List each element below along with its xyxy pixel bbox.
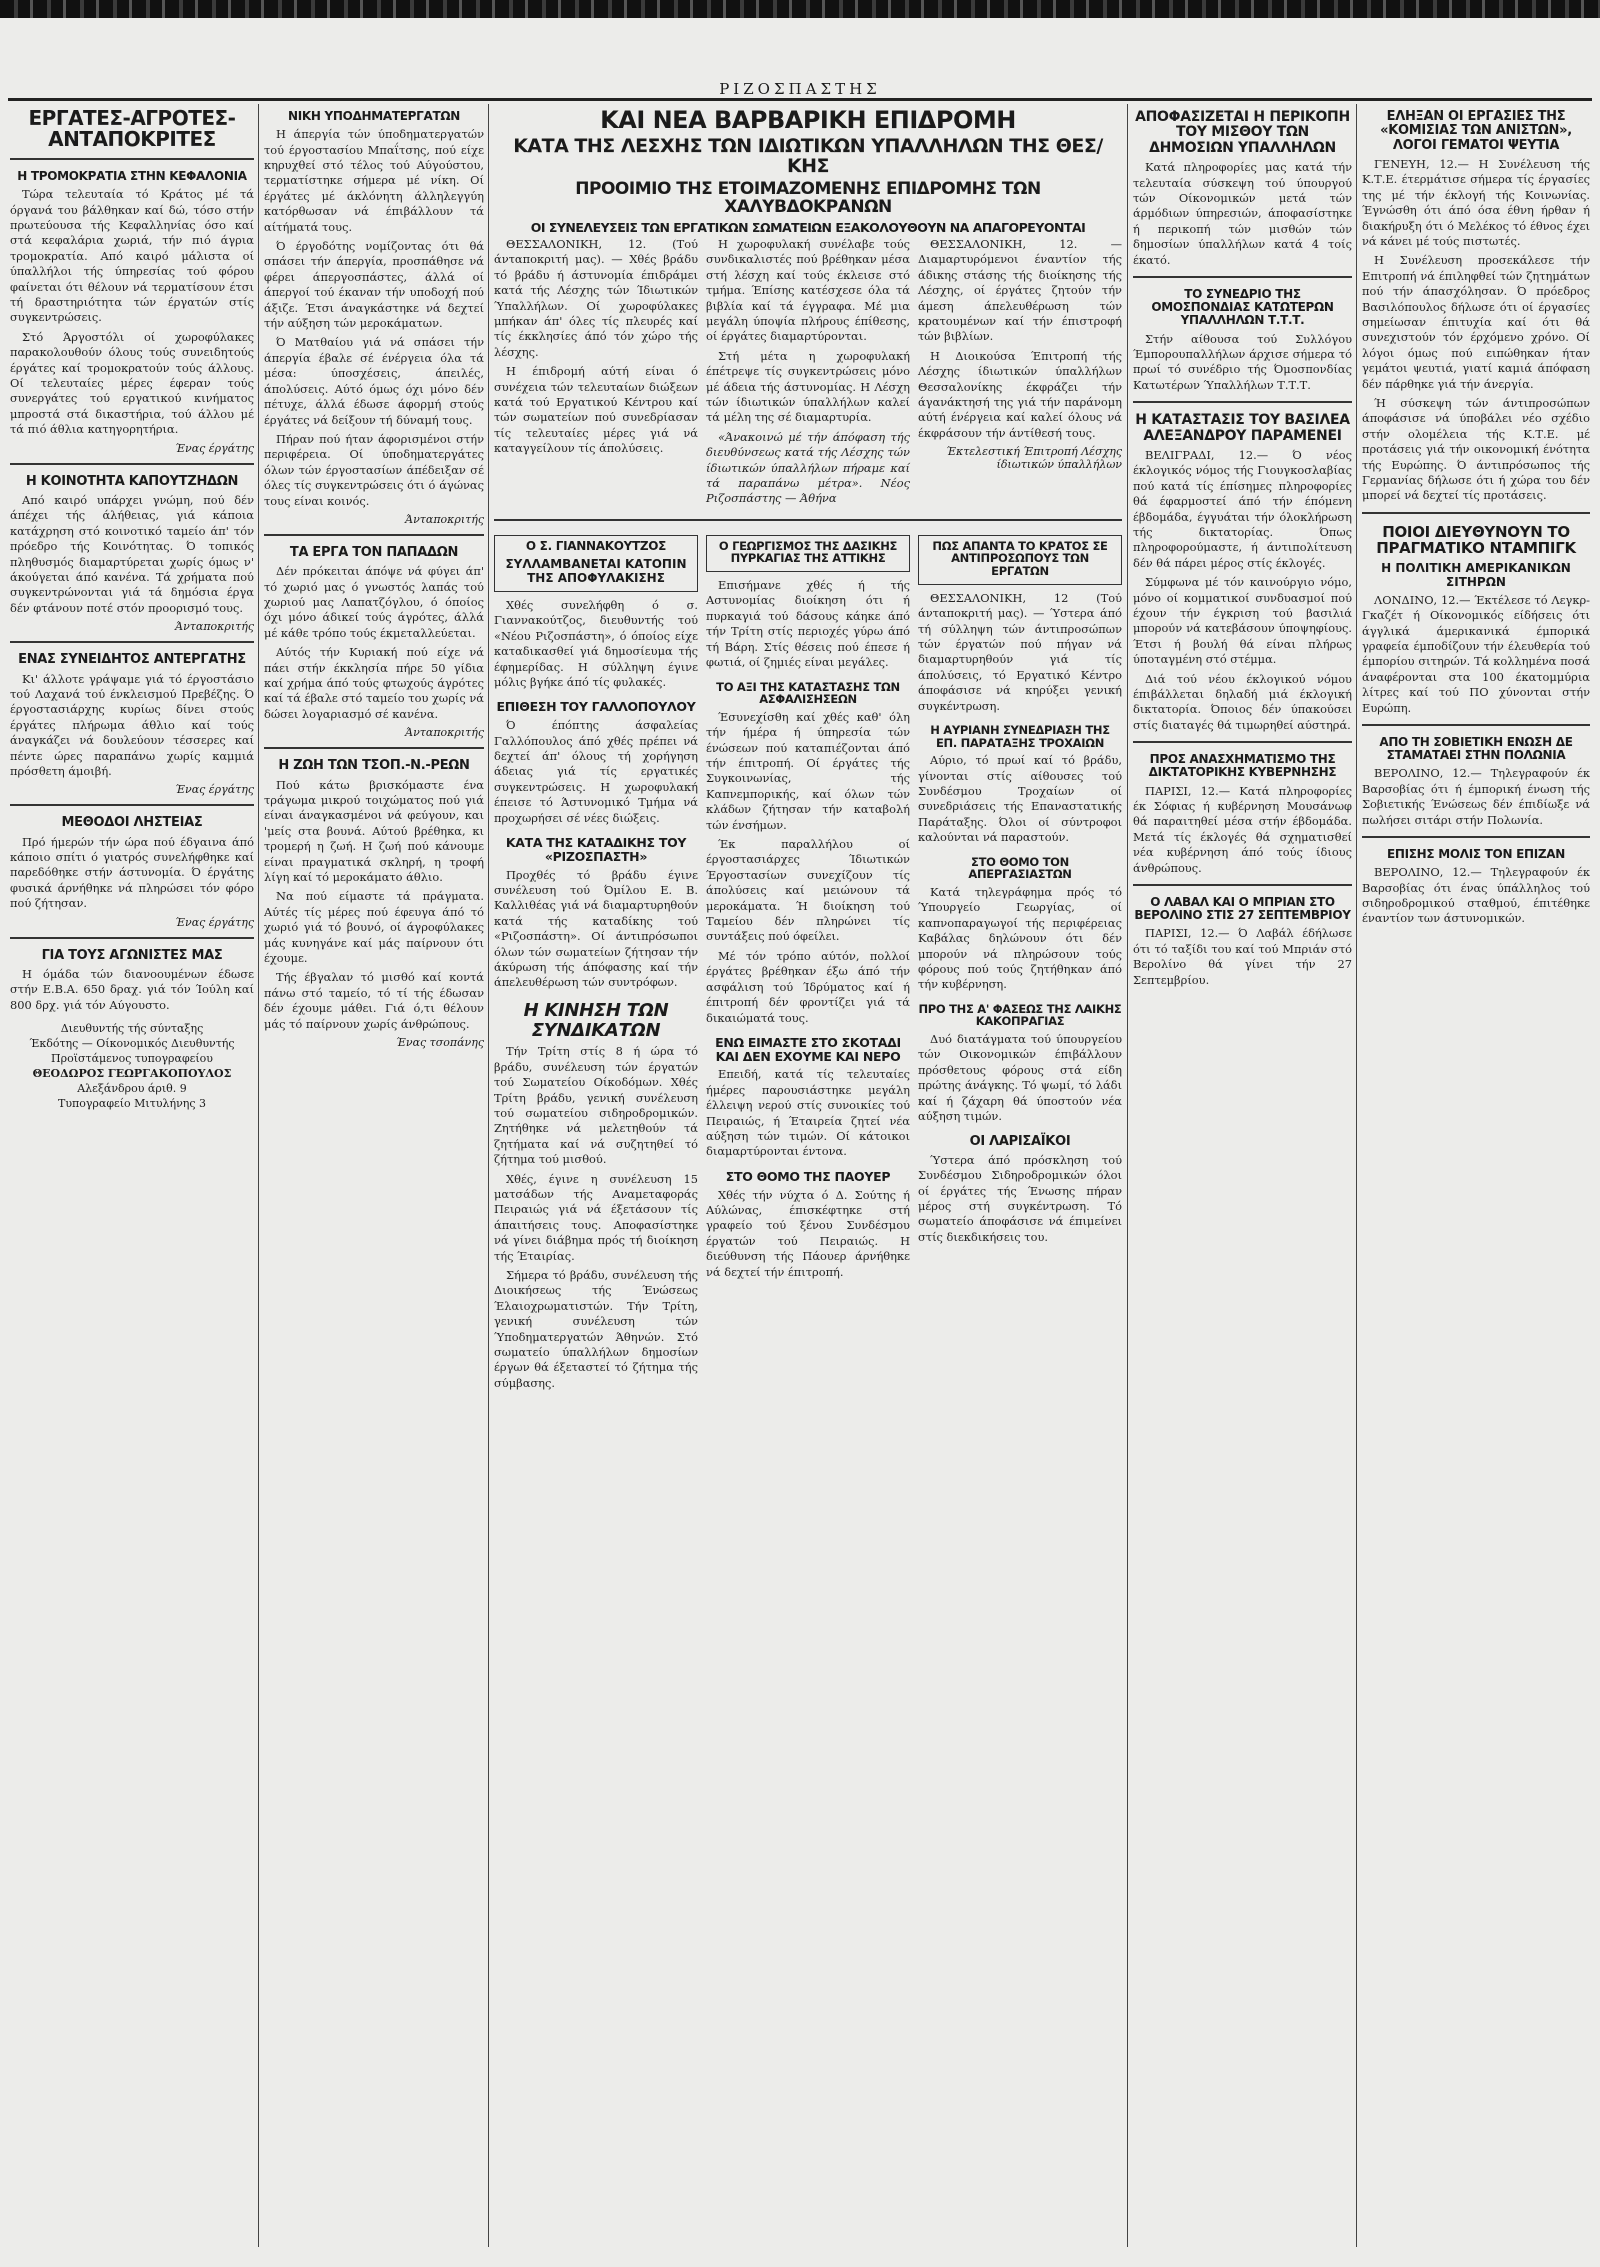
article-signature: Ένας τσοπάνης	[396, 1036, 484, 1050]
section-banner: ΕΡΓΑΤΕΣ-ΑΓΡΟΤΕΣ-ΑΝΤΑΠΟΚΡΙΤΕΣ	[28, 106, 236, 151]
article-text: Ό Ματθαίου γιά νά σπάσει τήν άπεργία έβαλε σέ ένέργεια όλα τά μέσα: ύποσχέσεις, άπειλές, άπολύσεις. Αύτό όμως όχι μόνο δέν πέτυχε, άλλά έδωσε άφορμή στούς έργάτες νά δείξουν τή δύναμή τους.	[264, 335, 484, 427]
article-title: ΓΙΑ ΤΟΥΣ ΑΓΩΝΙΣΤΕΣ ΜΑΣ	[41, 947, 223, 963]
article-text: Κατά πληροφορίες μας κατά τήν τελευταία σύσκεψη τού ύπουργού τών Οίκονομικών μετά τών άρμόδιων ύπηρεσιών, άποφασίστηκε ή περικοπή τών μισθών τών δημοσίων ύπαλλήλων κατά 4 τοίς έκατό.	[1133, 160, 1352, 267]
center-lower-col	[494, 529, 698, 1396]
article-text: Χθές συνελήφθη ό σ. Γιαννακούτζος, διευθυντής τού «Νέου Ριζοσπάστη», ό όποίος είχε καταδικασθεί γιά δημοσίευμα τής έφημερίδας. Η σύλληψη έγινε μόλις βγήκε άπό τίς φυλακές.	[494, 597, 698, 689]
article-text: Δέν πρόκειται άπόψε νά φύγει άπ' τό χωριό μας ό γνωστός λαπάς τού χωριού μας Λαπατζόγλου, ό όποίος όχι μόνο άδικεί τούς άγρότες, άλλά μέ κάθε τρόπο τούς έκμεταλλεύεται.	[264, 564, 484, 640]
imprint-line: Προϊστάμενος τυπογραφείου	[51, 1052, 213, 1066]
top-rule	[8, 98, 1592, 101]
article-text: Μέ τόν τρόπο αύτόν, πολλοί έργάτες βρέθηκαν έξω άπό τήν ασφάλιση τού Ίδρύματος καί ή έπιτροπή δέν φροντίζει γιά τά δικαιώματά τους.	[706, 948, 910, 1025]
column-5	[1133, 104, 1352, 2247]
imprint-publisher: ΘΕΟΔΩΡΟΣ ΓΕΩΡΓΑΚΟΠΟΥΛΟΣ	[32, 1067, 232, 1081]
article-title: ΕΝΑΣ ΣΥΝΕΙΔΗΤΟΣ ΑΝΤΕΡΓΑΤΗΣ	[18, 652, 246, 668]
article-title: ΑΠΟ ΤΗ ΣΟΒΙΕΤΙΚΗ ΕΝΩΣΗ ΔΕ ΣΤΑΜΑΤΑΕΙ ΣΤΗΝ ΠΟΛΩΝΙΑ	[1379, 735, 1573, 763]
imprint-line: Αλεξάνδρου άριθ. 9	[77, 1082, 187, 1096]
article-text: Έσυνεχίσθη καί χθές καθ' όλη τήν ήμέρα ή ύπηρεσία τών ένώσεων πού καταπιέζονται άπό τήν έπιτροπή. Οί έργάτες τής Συγκοινωνίας, τής Καπνεμπορικής, καί όλων τών κλάδων ζήτησαν τήν καταβολή τών ένσήμων.	[706, 709, 910, 832]
article-text: Σύμφωνα μέ τόν καινούργιο νόμο, μόνο οί κομματικοί συνδυασμοί πού έχουν τήν έγκριση τού βασιλιά μπορούν νά κατεβάσουν ύποψηφίους. Έτσι ή βουλή θά είναι πλήρως ύποταγμένη στό στέμμα.	[1133, 575, 1352, 667]
article-title: ΠΡΟ ΤΗΣ Α' ΦΑΣΕΩΣ ΤΗΣ ΛΑΙΚΗΣ ΚΑΚΟΠΡΑΓΙΑΣ	[918, 1001, 1122, 1029]
article-title: ΠΟΙΟΙ ΔΙΕΥΘΥΝΟΥΝ ΤΟ ΠΡΑΓΜΑΤΙΚΟ ΝΤΑΜΠΙΓΚ	[1376, 522, 1576, 558]
article-signature: Έκτελεστική Έπιτροπή Λέσχης ίδιωτικών ύπαλλήλων	[946, 445, 1122, 472]
article-title: Η ΚΑΤΑΣΤΑΣΙΣ ΤΟΥ ΒΑΣΙΛΕΑ ΑΛΕΞΑΝΔΡΟΥ ΠΑΡΑΜΕΝΕΙ	[1135, 412, 1350, 444]
article-title: Ο Σ. ΓΙΑΝΝΑΚΟΥΤΖΟΣ	[525, 538, 667, 553]
divider	[264, 747, 484, 749]
divider	[1362, 512, 1590, 514]
divider	[1133, 741, 1352, 743]
article-signature: Άνταποκριτής	[175, 620, 254, 634]
article-text: Η χωροφυλακή συνέλαβε τούς συνδικαλιστές πού βρέθηκαν μέσα στή λέσχη καί τούς έκλεισε στό τμήμα. Έπίσης κατέσχεσε όλα τά βιβλία καί τά έγγραφα. Μέ μια μεγάλη ύποψία πλήρους έπίθεσης, οί έργάτες διαμαρτύρονται.	[706, 236, 910, 344]
article-text: Στή μέτα η χωροφυλακή έπέτρεψε τίς συγκεντρώσεις μόνο μέ άδεια τής άστυνομίας. Η Λέσχη τών ίδιωτικών ύπαλλήλων καλεί τά μέλη της σέ διαμαρτυρία.	[706, 348, 910, 425]
column-divider	[488, 104, 489, 2247]
imprint-line: Έκδότης — Οίκονομικός Διευθυντής	[29, 1037, 235, 1051]
article-title: ΣΤΟ ΘΟΜΟ ΤΟΝ ΑΠΕΡΓΑΣΙΑΣΤΩΝ	[968, 854, 1072, 882]
divider	[10, 158, 254, 160]
divider	[1362, 836, 1590, 838]
article-text: Χθές τήν νύχτα ό Δ. Σούτης ή Αύλώνας, έπισκέφτηκε στή γραφείο τού ξένου Συνδέσμου έργατών τού Πειραιώς. Η διεύθυνση τής Πάουερ άρνήθηκε νά δεχτεί τήν έπιτροπή.	[706, 1187, 910, 1279]
article-text: Κι' άλλοτε γράψαμε γιά τό έργοστάσιο τού Λαχανά τού ένκλεισμού Πρεβέζης. Ό έργοστασιάρχης κυρίως δίνει στούς έργάτες πλήρωμα άθλιο καί τούς άναγκάζει νά δουλεύουν τέσσερες καί πέντε ώρες παραπάνω χωρίς καμμιά πρόσθετη άμοιβή.	[10, 671, 254, 778]
column-divider	[258, 104, 259, 2247]
article-title: Η ΚΙΝΗΣΗ ΤΩΝ ΣΥΝΔΙΚΑΤΩΝ	[523, 999, 669, 1041]
article-signature: Ένας έργάτης	[175, 783, 254, 797]
article-text: ΛΟΝΔΙΝΟ, 12.— Έκτέλεσε τό Λεγκρ-Γκαζέτ ή Οίκονομικός είδήσεις ότι άγγλικά άμερικανικά έμπορικά γραφεία έμποδίζουν τήν έλευθερία τού έμπορίου σιτηρών. Τά κολλημένα ποσά άναφέρονται στα 100 έκατομμύρια λίτρες καί τού ΠΟ χύνονται στήν Ευρώπη.	[1362, 592, 1590, 715]
divider	[264, 534, 484, 536]
article-text: Από καιρό υπάρχει γνώμη, πού δέν άπέχει τής άλήθειας, γιά κάποια κατάχρηση στό κοινοτικό ταμείο άπ' τόν πρόεδρο τής Κοινότητας. Ό τοπικός πληθυσμός διαμαρτύρεται χωρίς όμως ν' άκούγεται άπό κανένα. Τά χρήματα πού συγκεντρώνονται γιά τά δημόσια έργα δέν φτάνουν ποτέ στόν προορισμό τους.	[10, 492, 254, 615]
lead-story	[494, 237, 1122, 511]
article-text: Επειδή, κατά τίς τελευταίες ήμέρες παρουσιάστηκε μεγάλη έλλειψη νερού στίς συνοικίες τού Πειραιώς, ή Έταιρεία ζητεί νέα αύξηση τών τιμών. Οί κάτοικοι διαμαρτύρονται έντονα.	[706, 1067, 910, 1159]
article-title: ΝΙΚΗ ΥΠΟΔΗΜΑΤΕΡΓΑΤΩΝ	[287, 109, 461, 123]
article-text: Κατά τηλεγράφημα πρός τό Ύπουργείο Γεωργίας, οί καπνοπαραγωγοί τής περιφέρειας Καβάλας δηλώνουν ότι δέν μπορούν νά πληρώσουν τούς φόρους πού τούς ζητήθηκαν άπό τήν κυβέρνηση.	[918, 884, 1122, 992]
divider	[494, 519, 1122, 521]
article-text: Στό Άργοστόλι οί χωροφύλακες παρακολουθούν όλους τούς συνειδητούς έργάτες καί τρομοκρατούν τούς άλλους. Οί τελευταίες μέρες έφεραν τούς συνεργάτες τού εργατικού κινήματος μπροστά στά δικαστήρια, τού άλλου μέ τά πιό άθλια κατηγορητήρια.	[10, 329, 254, 437]
column-divider	[1356, 104, 1357, 2247]
article-title: Η ΤΡΟΜΟΚΡΑΤΙΑ ΣΤΗΝ ΚΕΦΑΛΟΝΙΑ	[17, 169, 247, 183]
center-lower-col	[918, 529, 1122, 1396]
article-box	[706, 535, 910, 572]
article-text: ΒΕΡΟΛΙΝΟ, 12.— Τηλεγραφούν έκ Βαρσοβίας ότι ή έμπορική ένωση τής Σοβιετικής Ένώσεως δέν έπιδίωξε νά πωλήσει σιτάρι στήν Πολωνία.	[1362, 766, 1590, 827]
article-text: Τώρα τελευταία τό Κράτος μέ τά όργανά του βάλθηκαν καί δώ, τόσο στήν πρωτεύουσα τής Κεφαλληνίας όσο καί στά κεφαλάρια χωριά, τήν πιό άγρια τρομοκρατία. Από καιρό μάλιστα οί ύπαλλήλοι τής ύπηρεσίας τού φόρου φαίνεται ότι θέλουν νά τερματίσουν έτσι τή δραστηριότητα τών έργατών στίς συγκεντρώσεις.	[10, 187, 254, 325]
imprint	[10, 1021, 254, 1111]
lead-col	[706, 237, 910, 511]
article-text: Η έπιδρομή αύτή είναι ό συνέχεια τών τελευταίων διώξεων κατά τού Εργατικού Κέντρου καί τών σωματείων πού συνεδρίασαν τίς τελευταίες μέρες γιά νά καταγγείλουν τίς άπολύσεις.	[494, 364, 698, 456]
article-text: ΠΑΡΙΣΙ, 12.— Ό Λαβάλ έδήλωσε ότι τό ταξίδι του καί τού Μπριάν στό Βερολίνο θά γίνει τήν 27 Σεπτεμβρίου.	[1133, 926, 1352, 987]
article-signature: Ένας έργάτης	[175, 915, 254, 929]
main-headline-3: ΠΡΟΟΙΜΙΟ ΤΗΣ ΕΤΟΙΜΑΖΟΜΕΝΗΣ ΕΠΙΔΡΟΜΗΣ ΤΩΝ ΧΑΛΥΒΔΟΚΡΑΝΩΝ	[575, 179, 1041, 217]
article-text: Προχθές τό βράδυ έγινε συνέλευση τού Όμίλου Ε. Β. Καλλιθέας γιά νά διαμαρτυρηθούν κατά τής καταδίκης τού «Ριζοσπάστη». Οί άντιπρόσωποι όλων τών σωματείων ζήτησαν τήν άκύρωση τής άπόφασης καί τήν άπελευθέρωση τών συντρόφων.	[494, 867, 698, 990]
article-text: ΠΑΡΙΣΙ, 12.— Κατά πληροφορίες έκ Σόφιας ή κυβέρνηση Μουσάνωφ θά παραιτηθεί μέσα στήν έβδομάδα. Μετά τίς έκλογές θά σχηματισθεί νέα κυβέρνηση άπό τούς ίδιους άνθρώπους.	[1133, 783, 1352, 875]
article-subtitle: Η ΠΟΛΙΤΙΚΗ ΑΜΕΡΙΚΑΝΙΚΩΝ ΣΙΤΗΡΩΝ	[1381, 560, 1571, 589]
article-text: Σήμερα τό βράδυ, συνέλευση τής Διοικήσεως τής Ένώσεως Έλαιοχρωματιστών. Τήν Τρίτη, γενική συνέλευση τών Ύποδηματεργατών Άθηνών. Στό σωματείο ύπαλλήλων δημοσίων έργων θά έξεταστεί τό ζήτημα τής σύμβασης.	[494, 1268, 698, 1390]
article-title: ΕΠΙΘΕΣΗ ΤΟΥ ΓΑΛΛΟΠΟΥΛΟΥ	[496, 699, 696, 715]
article-text: Ό έργοδότης νομίζοντας ότι θά σπάσει τήν άπεργία, προσπάθησε νά φέρει άπεργοσπάστες, άλλά οί άπεργοί τού έκαναν τήν υποδοχή πού άξιζε. Έτσι άναγκάστηκε νά δεχτεί τήν αύξηση τών μεροκάματων.	[264, 239, 484, 331]
main-headline-2: ΚΑΤΑ ΤΗΣ ΛΕΣΧΗΣ ΤΩΝ ΙΔΙΩΤΙΚΩΝ ΥΠΑΛΛΗΛΩΝ ΤΗΣ ΘΕΣ/ΚΗΣ	[513, 135, 1103, 178]
divider	[1133, 276, 1352, 278]
article-box	[918, 535, 1122, 585]
article-text: Πού κάτω βρισκόμαστε ένα τράγωμα μικρού τοιχώματος πού γιά είναι άναγκασμένοι νά φεύγουν, και 'μείς στα βουνά. Αύτού βρέθηκα, κι τρομερή η ζωή. Η ζωή πού κάνουμε είναι πραγματικά σκληρή, η τροφή λίγη καί τό μεροκάματο άθλιο.	[264, 777, 484, 885]
column-6	[1362, 104, 1590, 2247]
article-title: ΕΛΗΞΑΝ ΟΙ ΕΡΓΑΣΙΕΣ ΤΗΣ «ΚΟΜΙΣΙΑΣ ΤΩΝ ΑΝΙΣΤΩΝ», ΛΟΓΟΙ ΓΕΜΑΤΟΙ ΨΕΥΤΙΑ	[1380, 109, 1572, 153]
article-text: Η όμάδα τών διανοουμένων έδωσε στήν Ε.Β.Α. 650 δραχ. γιά τόν Ίούλη καί 800 δρχ. γιά τόν Αύγουστο.	[10, 967, 254, 1012]
divider	[10, 641, 254, 643]
article-text: Χθές, έγινε η συνέλευση 15 ματσάδων τής Αναμεταφοράς Πειραιώς γιά νά έξετάσουν τίς άπαιτήσεις τους. Αποφασίστηκε νά γίνει διάβημα πρός τή διοίκηση τής Έταιρίας.	[494, 1171, 698, 1263]
article-title: ΜΕΘΟΔΟΙ ΛΗΣΤΕΙΑΣ	[61, 815, 203, 831]
article-title: ΟΙ ΛΑΡΙΣΑΪΚΟΙ	[969, 1133, 1071, 1149]
lead-col	[918, 237, 1122, 511]
article-text: Έκ παραλλήλου οί έργοστασιάρχες Ίδιωτικών Έργοστασίων συνεχίζουν τίς άπολύσεις καί μειώνουν τά μεροκάματα. Ή διοίκηση τού Ταμείου δέν πληρώνει τίς συντάξεις πού όφείλει.	[706, 837, 910, 944]
imprint-line: Διευθυντής τής σύνταξης	[60, 1022, 204, 1036]
article-text: ΓΕΝΕΥΗ, 12.— Η Συνέλευση τής Κ.Τ.Ε. έτερμάτισε σήμερα τίς έργασίες της μέ τήν έκλογή τής Κοινωνίας. Έγνώσθη ότι άπό όσα έθνη ήρθαν ή διακήρυξη ότι ό Μελέκος τό έθνος έχει νά κάνει μέ τούς πιστωτές.	[1362, 156, 1590, 248]
article-signature: Άνταποκριτής	[405, 512, 484, 526]
divider	[1133, 884, 1352, 886]
article-text: ΒΕΡΟΛΙΝΟ, 12.— Τηλεγραφούν έκ Βαρσοβίας ότι ένας ύπάλληλος τού σιδηροδρομικού σταθμού, έπιτέθηκε έναντίον των άστυνομικών.	[1362, 865, 1590, 926]
article-title: Ο ΛΑΒΑΛ ΚΑΙ Ο ΜΠΡΙΑΝ ΣΤΟ ΒΕΡΟΛΙΝΟ ΣΤΙΣ 27 ΣΕΠΤΕΜΒΡΙΟΥ	[1134, 895, 1351, 923]
article-text: Δυό διατάγματα τού ύπουργείου τών Οικονομικών έπιβάλλουν πρόσθετους φόρους στά είδη πρώτης άνάγκης. Τό ψωμί, τό λάδι καί ή ζάχαρη θά ύποστούν νέα αύξηση τιμών.	[918, 1032, 1122, 1124]
column-divider	[1127, 104, 1128, 2247]
article-title: Η ΚΟΙΝΟΤΗΤΑ ΚΑΠΟΥΤΖΗΔΩΝ	[25, 473, 239, 489]
column-2	[264, 104, 484, 2247]
article-text: Ό έπόπτης άσφαλείας Γαλλόπουλος άπό χθές πρέπει νά δεχτεί άπ' όλους τή χορήγηση άδειας γιά τίς εργατικές συγκεντρώσεις. Η χωροφυλακή έπεισε τό Άστυνομικό Τμήμα νά προχωρήσει σέ νέες διώξεις.	[494, 718, 698, 825]
article-title: ΕΠΙΣΗΣ ΜΟΛΙΣ ΤΟΝ ΕΠΙΖΑΝ	[1386, 847, 1566, 862]
article-text: Η άπεργία τών ύποδηματεργατών τού έργοστασίου Μπαΐτσης, πού είχε κηρυχθεί στό τέλος τού Αύγούστου, τερματίστηκε σήμερα μέ νίκη. Οί έργάτες μέ άκλόνητη άλληλεγγύη κατόρθωσαν νά έπιβάλλουν τά αίτήματά τους.	[264, 127, 484, 234]
article-signature: Άνταποκριτής	[405, 726, 484, 740]
article-title: ΑΠΟΦΑΣΙΖΕΤΑΙ Η ΠΕΡΙΚΟΠΗ ΤΟΥ ΜΙΣΘΟΥ ΤΩΝ ΔΗΜΟΣΙΩΝ ΥΠΑΛΛΗΛΩΝ	[1135, 109, 1350, 156]
article-text: ΘΕΣΣΑΛΟΝΙΚΗ, 12 (Τού άνταποκριτή μας). — Ύστερα άπό τή σύλληψη τών άντιπροσώπων τών έργατών πού πήγαν νά διαμαρτυρηθούν γιά τίς άπολύσεις, τό Εργατικό Κέντρο άποφάσισε νά κηρύξει γενική συγκέντρωση.	[918, 590, 1122, 713]
article-text: Η Συνέλευση προσεκάλεσε τήν Επιτροπή νά έπιληφθεί τών ζητημάτων πού τήν άπασχόλησαν. Ό πρόεδρος Βασιλόπουλος δήλωσε ότι οί έργασίες σημείωσαν έπιτυχία καί ότι θά συνεχιστούν τόν έρχόμενο χρόνο. Οί λόγοι όμως πού ειπώθηκαν ήταν γεμάτοι ψευτιά, γιατί καμιά άπόφαση δέν πάρθηκε γιά τήν άνεργία.	[1362, 253, 1590, 391]
article-text: ΒΕΛΙΓΡΑΔΙ, 12.— Ό νέος έκλογικός νόμος τής Γιουγκοσλαβίας πού κατά τίς έπίσημες πληροφορίες θά έφαρμοστεί άπό τήν έπόμενη έβδομάδα, έγγυάται τήν όλοκλήρωση τής δικτατορίας. Όπως πληροφορούμαστε, ή άντιπολίτευση δέν θά πάρει μέρος στίς έκλογές.	[1133, 447, 1352, 570]
article-quote: «Άνακοινώ μέ τήν άπόφαση τής διευθύνσεως κατά τής Λέσχης τών ίδιωτικών ύπαλλήλων πήραμε καί τά παραπάνω μέτρα». Νέος Ριζοσπάστης — Άθήνα	[706, 429, 910, 506]
article-text: Τής έβγαλαν τό μισθό καί κοντά πάνω στό ταμείο, τό τί τής έδωσαν δέν έχουμε μάθει. Γιά ό,τι θέλουν μάς τό παίρνουν χωρίς άνθρώπους.	[264, 970, 484, 1031]
divider	[1362, 724, 1590, 726]
article-subtitle: ΣΥΛΛΑΜΒΑΝΕΤΑΙ ΚΑΤΟΠΙΝ ΤΗΣ ΑΠΟΦΥΛΑΚΙΣΗΣ	[505, 556, 687, 585]
main-headline: ΚΑΙ ΝΕΑ ΒΑΡΒΑΡΙΚΗ ΕΠΙΔΡΟΜΗ	[600, 106, 1016, 134]
article-text: Στήν αίθουσα τού Συλλόγου Έμπορουπαλλήλων άρχισε σήμερα τό πρωί τό συνέδριο τής Όμοσπονδίας Κατωτέρων Ύπαλλήλων Τ.Τ.Τ.	[1133, 331, 1352, 392]
article-box	[494, 535, 698, 592]
article-text: Τήν Τρίτη στίς 8 ή ώρα τό βράδυ, συνέλευση τών έργατών τού Σωματείου Οίκοδόμων. Χθές Τρίτη βράδυ, γενική συνέλευση τού σωματείου σιδηροδρομικών. Ζητήθηκε νά μελετηθούν τά ζητήματα καί νά συζητηθεί τό ζήτημα τού μισθού.	[494, 1044, 698, 1167]
article-title: ΤΑ ΕΡΓΑ ΤΟΝ ΠΑΠΑΔΩΝ	[289, 544, 459, 560]
article-text: Ύστερα άπό πρόσκληση τού Συνδέσμου Σιδηροδρομικών όλοι οί έργάτες τής Ένωσης πήραν μέρος στή συγκέντρωση. Τό σωματείο άποφάσισε νά έπιμείνει στίς διεκδικήσεις του.	[918, 1152, 1122, 1244]
article-title: ΤΟ ΣΥΝΕΔΡΙΟ ΤΗΣ ΟΜΟΣΠΟΝΔΙΑΣ ΚΑΤΩΤΕΡΩΝ ΥΠΑΛΛΗΛΩΝ Τ.Τ.Τ.	[1151, 287, 1334, 328]
article-title: ΠΡΟΣ ΑΝΑΣΧΗΜΑΤΙΣΜΟ ΤΗΣ ΔΙΚΤΑΤΟΡΙΚΗΣ ΚΥΒΕΡΝΗΣΗΣ	[1148, 752, 1337, 780]
article-text: Αύριο, τό πρωί καί τό βράδυ, γίνονται στίς αίθουσες τού Συνδέσμου Τροχαίων οί συνεδριάσεις τής Επαναστατικής Παράταξης. Όλοι οί σύντροφοι καλούνται νά παραστούν.	[918, 753, 1122, 845]
divider	[10, 463, 254, 465]
article-title: ΣΤΟ ΘΟΜΟ ΤΗΣ ΠΑΟΥΕΡ	[725, 1168, 891, 1184]
article-text: Η Διοικούσα Έπιτροπή τής Λέσχης ίδιωτικών ύπαλλήλων Θεσσαλονίκης έκφράζει τήν άγανάκτησή της γιά τήν παράνομη αύτή ένέργεια καί καλεί όλους νά έκφράσουν τήν άντίθεσή τους.	[918, 348, 1122, 440]
center-lower-col	[706, 529, 910, 1396]
torn-edge	[0, 0, 1600, 18]
imprint-line: Τυπογραφείο Μιτυλήνης 3	[57, 1097, 207, 1111]
article-title: ΤΟ ΑΞΙ ΤΗΣ ΚΑΤΑΣΤΑΣΗΣ ΤΩΝ ΑΣΦΑΛΙΣΗΣΕΩΝ	[716, 679, 900, 707]
main-subheadline: ΟΙ ΣΥΝΕΛΕΥΣΕΙΣ ΤΩΝ ΕΡΓΑΤΙΚΩΝ ΣΩΜΑΤΕΙΩΝ ΕΞΑΚΟΛΟΥΘΟΥΝ ΝΑ ΑΠΑΓΟΡΕΥΟΝΤΑΙ	[530, 219, 1086, 235]
column-1	[10, 104, 254, 2247]
article-title: ΕΝΩ ΕΙΜΑΣΤΕ ΣΤΟ ΣΚΟΤΑΔΙ ΚΑΙ ΔΕΝ ΕΧΟΥΜΕ ΚΑΙ ΝΕΡΟ	[715, 1034, 901, 1064]
article-text: Επισήμανε χθές ή τής Αστυνομίας διοίκηση ότι ή πυρκαγιά τού δάσους κάηκε άπό τήν Τρίτη στίς περιοχές γύρω άπό τή Βάρη. Στίς θέσεις πού έπεσε ή φωτιά, οί ζημιές είναι μεγάλες.	[706, 578, 910, 670]
article-text: Να πού είμαστε τά πράγματα. Αύτές τίς μέρες πού έφευγα άπό τό χωριό γιά τό βουνό, οί άγροφύλακες μάς κυνηγάνε καί μάς παίρνουν ότι έχουμε.	[264, 889, 484, 966]
center-block	[494, 104, 1122, 2247]
article-title: Η ΖΩΗ ΤΩΝ ΤΣΟΠ.-Ν.-ΡΕΩΝ	[278, 758, 470, 774]
article-text: Αύτός τήν Κυριακή πού είχε νά πάει στήν έκκλησία πήρε 50 γίδια καί χρήμα άπό τούς φτωχούς άγρότες καί τά έβαλε στό ταμείο του χωρίς νά δώσει λογαριασμό σέ κανένα.	[264, 645, 484, 721]
article-title: Η ΑΥΡΙΑΝΗ ΣΥΝΕΔΡΙΑΣΗ ΤΗΣ ΕΠ. ΠΑΡΑΤΑΞΗΣ ΤΡΟΧΑΙΩΝ	[930, 722, 1110, 750]
article-text: ΘΕΣΣΑΛΟΝΙΚΗ, 12. — Διαμαρτυρόμενοι έναντίον τής άδικης στάσης τής διοίκησης τής Λέσχης, οί έργάτες ζητούν τήν άμεση άπελευθέρωση τών κρατουμένων καί τήν έπιστροφή τών βιβλίων.	[918, 236, 1122, 344]
article-text: ΘΕΣΣΑΛΟΝΙΚΗ, 12. (Τού άνταποκριτή μας). — Χθές βράδυ τό βράδυ ή άστυνομία έπιδράμει κατά τής Λέσχης τών Ίδιωτικών Ύπαλλήλων. Οί χωροφύλακες μπήκαν άπ' όλες τίς πλευρές καί τίς έκκλησίες άπό τόν χώρο τής λέσχης.	[494, 236, 698, 359]
article-title: Ο ΓΕΩΡΓΙΣΜΟΣ ΤΗΣ ΔΑΣΙΚΗΣ ΠΥΡΚΑΓΙΑΣ ΤΗΣ ΑΤΤΙΚΗΣ	[718, 538, 898, 566]
article-text: Πήραν πού ήταν άφορισμένοι στήν περιφέρεια. Οί ύποδηματεργάτες όλων τών έργοστασίων άπέδειξαν σέ όλες τίς συγκεντρώσεις ότι ό άγώνας τους είναι κοινός.	[264, 431, 484, 508]
article-title: ΠΩΣ ΑΠΑΝΤΑ ΤΟ ΚΡΑΤΟΣ ΣΕ ΑΝΤΙΠΡΟΣΩΠΟΥΣ ΤΩΝ ΕΡΓΑΤΩΝ	[932, 538, 1108, 579]
article-text: Διά τού νέου έκλογικού νόμου έπιβάλλεται δηλαδή μιά έκλογική δικτατορία. Όποιος δέν ύπακούσει στίς διαταγές θά τιμωρηθεί αύστηρά.	[1133, 671, 1352, 732]
masthead	[0, 0, 1600, 74]
article-signature: Ένας έργάτης	[175, 441, 254, 455]
divider	[1133, 401, 1352, 403]
article-text: Πρό ήμερών τήν ώρα πού έδγαινα άπό κάποιο σπίτι ό γιατρός συνελήφθηκε καί παρεδόθηκε στήν άστυνομία. Ό έργάτης φυσικά άρνήθηκε νά πληρώσει τόν φόρο πού ζήτησαν.	[10, 834, 254, 911]
divider	[10, 937, 254, 939]
article-title: ΚΑΤΑ ΤΗΣ ΚΑΤΑΔΙΚΗΣ ΤΟΥ «ΡΙΖΟΣΠΑΣΤΗ»	[505, 835, 687, 864]
center-lower	[494, 529, 1122, 1396]
lead-col	[494, 237, 698, 511]
newspaper-name: ΡΙΖΟΣΠΑΣΤΗΣ	[719, 80, 881, 98]
divider	[10, 804, 254, 806]
article-text: Ή σύσκεψη τών άντιπροσώπων άποφάσισε νά ύποβάλει νέο σχέδιο στήν ολομέλεια τής Κ.Τ.Ε. μέ προτάσεις γιά τήν οικονομική ένότητα τής Ευρώπης. Ό άντιπρόσωπος τής Γερμανίας δήλωσε ότι ή χώρα του δέν μπορεί νά δεχτεί τίς προτάσεις.	[1362, 395, 1590, 503]
